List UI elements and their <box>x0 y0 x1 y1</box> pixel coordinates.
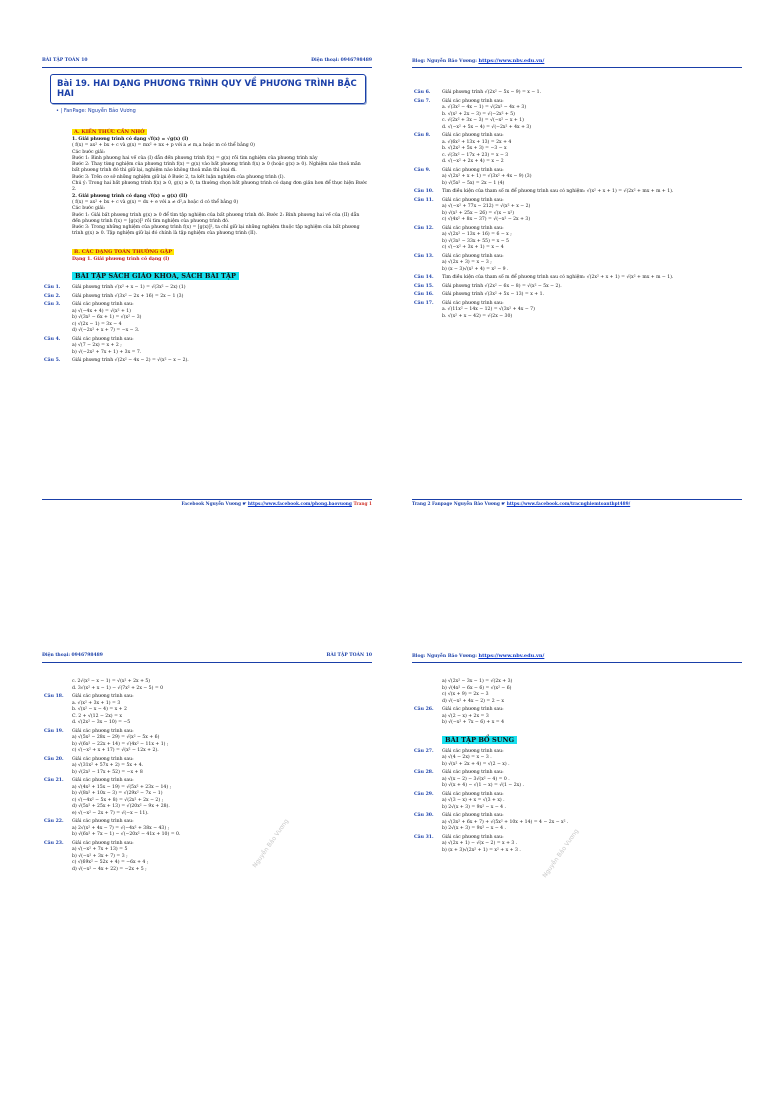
question-number: Câu 2. <box>44 293 61 299</box>
question-body <box>72 694 372 727</box>
question-part: b. √(x² − x − 4) = x + 2 <box>72 707 127 712</box>
question-part: a) √(5x² − 28x − 29) = √(x² − 5x + 6) <box>72 735 160 740</box>
question-prompt: Giải các phương trình sau: <box>72 694 134 699</box>
question-part: a) √(7 − 2x) = x + 2 ; <box>72 343 122 349</box>
question-number: Câu 3. <box>44 302 61 308</box>
question-body <box>442 749 742 769</box>
question-item <box>42 337 372 357</box>
page-number: Trang 1 <box>351 502 372 507</box>
question-part: a) √(−4x + 4) = √(x² + 1) <box>72 308 131 314</box>
page-header <box>412 650 742 663</box>
question-prompt: Giải các phương trình sau: <box>442 834 504 840</box>
question-number: Câu 19. <box>44 728 64 734</box>
question-number: Câu 15. <box>414 283 434 289</box>
question-prompt: Giải các phương trình sau: <box>72 756 134 762</box>
question-part: b) (x + 3)√(2x² + 1) = x² + x + 3 . <box>442 847 521 853</box>
question-item <box>412 275 742 282</box>
question-item <box>412 835 742 855</box>
question-item <box>412 189 742 196</box>
question-part: b. √(x² + x − 42) = √(2x − 30) <box>442 313 513 319</box>
question-list <box>42 694 372 873</box>
question-item <box>42 841 372 874</box>
page-4 <box>412 650 742 1110</box>
question-item <box>412 254 742 274</box>
question-part: b) √(2x² − 17x + 52) = −x + 8 <box>72 769 143 775</box>
question-item <box>412 198 742 224</box>
question-part: b) √(6x² − 22x + 14) = √(4x² − 11x + 1) ; <box>72 741 169 747</box>
question-part: a) √(2x² − 13x + 16) = 6 − x ; <box>442 232 512 238</box>
question-part: c) √(−x² + x + 17) = √(x² − 12x + 2). <box>72 748 159 753</box>
page-header <box>42 55 372 68</box>
question-item <box>42 778 372 817</box>
question-item <box>42 819 372 839</box>
question-item <box>412 226 742 252</box>
page-1 <box>42 55 372 515</box>
question-part: a) √(−x² + 7x + 13) = 5 <box>72 847 128 852</box>
question-body <box>72 302 372 335</box>
question-prompt: Giải các phương trình sau: <box>442 770 504 775</box>
question-part: a) √(3 − x) + x = √(3 + x) . <box>442 798 505 803</box>
question-item <box>42 285 372 292</box>
question-part: b) √(−2x² + 7x + 1) + 3x = 7. <box>72 349 142 355</box>
sub-item: c) √(x + 9) = 2x − 3 <box>442 692 489 697</box>
fanpage-line: • | FanPage: Nguyễn Bảo Vương <box>56 108 136 114</box>
question-item <box>412 133 742 166</box>
question-part: c) √(69x² − 52x + 4) = −6x + 4 ; <box>72 860 149 865</box>
theory-line: 1. Giải phương trình có dạng √f(x) = √g(x) (I) <box>72 137 189 142</box>
theory-line: ( f(x) = ax² + bx + c và g(x) = mx² + nx + p với a ≠ m,a hoặc m có thể bằng 0) <box>72 143 255 149</box>
watermark: Nguyễn Bảo Vương <box>541 827 581 880</box>
question-number: Câu 31. <box>414 834 434 840</box>
form-1-heading: Dạng 1. Giải phương trình có dạng (I) <box>72 256 170 262</box>
question-number: Câu 1. <box>44 285 61 291</box>
question-body <box>442 792 742 812</box>
question-prompt: Giải phương trình √(x² + x − 1) = √(3x² − 2x) (1) <box>72 285 186 291</box>
footer-label: Facebook Nguyễn Vương ☛ <box>181 502 248 507</box>
sub-item: b) √(4x² − 6x − 6) = √(x² − 6) <box>442 685 512 691</box>
question-prompt: Giải các phương trình sau: <box>72 302 134 308</box>
question-part: c. √(2x² + 3x − 3) = √(−x² − x + 1) <box>442 118 524 124</box>
question-item <box>412 792 742 812</box>
theory-line: Bước 3: Trên cơ sở những nghiệm giữ lại ở Bước 2, ta kết luận nghiệm của phương trình (I). <box>72 174 285 180</box>
question-part: a. √(3x² − 4x − 1) = √(2x² − 4x + 3) <box>442 105 527 111</box>
question-body <box>72 841 372 874</box>
continued-items <box>412 679 742 705</box>
sub-item: a) √(2x² − 3x − 1) = √(2x + 3) <box>442 679 513 684</box>
question-item <box>42 729 372 755</box>
question-prompt: Giải phương trình √(3x² + 5x − 13) = x + 1. <box>442 292 544 298</box>
question-number: Câu 29. <box>414 791 434 797</box>
question-body <box>442 99 742 132</box>
question-part: b) 2√(x + 3) = 9x² − x − 4 . <box>442 826 507 831</box>
question-prompt: Giải các phương trình sau: <box>442 813 504 818</box>
question-number: Câu 27. <box>414 748 434 754</box>
question-part: b) √(x + 4) − √(1 − x) = √(1 − 2x) . <box>442 783 524 788</box>
sub-item: d) √(−x² + 4x − 2) = 2 − x <box>442 698 505 704</box>
theory-text <box>72 137 368 238</box>
question-part: b) √(−x² + 3x + 7) = 3 ; <box>72 853 128 859</box>
question-part: d) √(−x² − 4x + 22) = −2x + 5 ; <box>72 866 147 872</box>
question-part: e) √(−x² − 2x + 7) = √(−x − 11). <box>72 810 149 816</box>
question-part: d. √(−x² + 5x − 4) = √(−2x² + 4x + 3) <box>442 124 532 130</box>
question-part: a) √(2x² + x + 1) = √(3x² + 4x − 9) (3) <box>442 174 532 180</box>
question-item <box>412 99 742 132</box>
question-body <box>72 294 372 301</box>
question-body <box>442 189 742 196</box>
theory-line: Các bước giải: <box>72 149 106 155</box>
sub-item: c. 2√(x² − x − 1) = √(x² + 2x + 5) <box>72 679 151 684</box>
question-part: b. √(2x² + 5x + 3) = −3 − x <box>442 146 507 152</box>
question-prompt: Giải phương trình √(3x² − 2x + 16) = 2x − 1 (3) <box>72 293 184 299</box>
question-body <box>72 729 372 755</box>
question-part: c) √(4x² + 8x − 37) = √(−x² − 2x + 3) <box>442 217 531 223</box>
question-prompt: Giải các phương trình sau: <box>442 225 504 231</box>
question-body <box>442 292 742 299</box>
question-part: a) √(4x² + 15x − 19) = √(5x² + 23x − 14) ; <box>72 784 172 790</box>
question-number: Câu 20. <box>44 756 64 762</box>
question-part: C. 2 + √(12 − 2x) = x <box>72 713 122 719</box>
question-number: Câu 4. <box>44 336 61 342</box>
question-number: Câu 23. <box>44 840 64 846</box>
question-prompt: Giải các phương trình sau: <box>72 336 134 342</box>
question-body <box>442 133 742 166</box>
question-prompt: Giải các phương trình sau: <box>442 748 504 754</box>
question-number: Câu 26. <box>414 707 434 712</box>
question-prompt: Giải các phương trình sau: <box>442 133 504 139</box>
question-item <box>42 302 372 335</box>
blog-link[interactable]: https://www.nbv.edu.vn/ <box>478 653 545 659</box>
question-item <box>412 292 742 299</box>
header-left <box>412 58 544 64</box>
question-prompt: Giải phương trình √(2x² − 4x − 2) = √(x² − x − 2). <box>72 358 189 364</box>
theory-line: Chú ý: Trong hai bất phương trình f(x) ≥ 0, g(x) ≥ 0, ta thường chọn bất phương trình có dạng đơn giản hơn để thực hiện Bước 2. <box>72 181 368 193</box>
question-body <box>442 254 742 274</box>
question-part: a) √(31x² + 57x + 2) = 5x + 4. <box>72 763 144 768</box>
question-part: b) √(x² + 25x − 26) = √(x − x²) <box>442 210 515 216</box>
question-body <box>72 337 372 357</box>
blog-label: Blog: Nguyễn Bảo Vương: <box>412 59 479 64</box>
theory-line: 2. Giải phương trình có dạng √f(x) = g(x) (II) <box>72 193 188 199</box>
footer-link[interactable]: https://www.facebook.com/phong.baovuong <box>247 502 352 507</box>
question-part: b) √(6x² + 7x − 1) − √(−20x² − 41x + 10) = 0. <box>72 832 181 837</box>
question-body <box>442 707 742 727</box>
question-part: a) √(3x² + 6x + 7) + √(5x² + 10x + 14) = 4 − 2x − x² . <box>442 819 569 825</box>
question-number: Câu 21. <box>44 778 64 783</box>
question-part: b) √(3x² − 6x + 1) = √(x² − 3) <box>72 315 142 321</box>
question-part: a) √(2 − x) + 2x = 3 <box>442 713 489 719</box>
page-header <box>42 650 372 663</box>
question-item <box>42 757 372 777</box>
question-part: b) √(3x² − 33x + 55) = x − 5 <box>442 238 509 244</box>
question-number: Câu 14. <box>414 275 434 281</box>
question-number: Câu 7. <box>414 98 431 104</box>
question-number: Câu 28. <box>414 770 434 775</box>
question-part: b. √(x² + 2x − 3) = √(−2x² + 5) <box>442 111 515 117</box>
question-part: b) √(8x² + 10x − 3) = √(29x² − 7x − 1) <box>72 791 163 796</box>
header-left: Điện thoại: 0946798489 <box>42 653 103 658</box>
question-list-supplementary <box>412 749 742 855</box>
question-part: d. √(−x² + 2x + 4) = x − 2 <box>442 159 504 165</box>
question-number: Câu 11. <box>414 197 434 203</box>
footer-label: Trang 2 Fanpage Nguyễn Bảo Vương ☛ <box>412 502 507 507</box>
question-item <box>42 694 372 727</box>
question-number: Câu 8. <box>414 133 431 139</box>
footer-link[interactable]: https://www.facebook.com/tracnghiemtoanthpt489/ <box>506 502 631 507</box>
question-number: Câu 10. <box>414 189 434 195</box>
sub-item: d. 3√(x² + x − 1) − √(7x² + 2x − 5) = 0 <box>72 685 164 691</box>
question-part: b) 2√(x + 3) = 9x² − x − 4 . <box>442 804 507 810</box>
question-prompt: Tìm điều kiện của tham số m để phương trình sau có nghiệm: √(x² + x + 1) = √(2x² + mx + m + 1). <box>442 189 674 195</box>
question-number: Câu 18. <box>44 694 64 699</box>
header-right: BÀI TẬP TOÁN 10 <box>326 653 372 658</box>
question-body <box>442 275 742 282</box>
question-part: a. √(11x² − 14x − 12) = √(3x² + 4x − 7) <box>442 307 535 313</box>
theory-line: Bước 3: Trong những nghiệm của phương trình f(x) = [g(x)]², ta chỉ giữ lại những nghiệm thuộc tập nghiệm của bất phương trình g(x) ≥ 0. Tập nghiệm giữ lại đó chính là tập nghiệm của phương trình (II). <box>72 225 360 237</box>
question-item <box>412 770 742 790</box>
question-prompt: Tìm điều kiện của tham số m để phương trình sau có nghiệm: √(2x² + x + 1) = √(x² + mx + m − 1). <box>442 275 674 281</box>
page-footer <box>42 499 372 507</box>
question-part: a) √(x − 2) − 3√(x² − 4) = 0 . <box>442 776 510 782</box>
page-footer <box>412 499 742 507</box>
question-part: a. √(x² + 3x + 1) = 3 <box>72 700 121 706</box>
theory-line: Bước 1: Bình phương hai vế của (I) dẫn đến phương trình f(x) = g(x) rồi tìm nghiệm của phương trình này <box>72 155 318 161</box>
question-body <box>72 778 372 817</box>
question-part: c) √(2x − 1) = 3x − 4 <box>72 321 122 327</box>
continued-items <box>42 679 372 692</box>
question-item <box>412 284 742 291</box>
theory-line: Bước 1: Giải bất phương trình g(x) ≥ 0 để tìm tập nghiệm của bất phương trình đó. Bước 2: Bình phương hai vế của (II) dẫn đến phương trình f(x) = [g(x)]² rồi tìm nghiệm của phương trình đó. <box>72 212 360 224</box>
question-item <box>42 358 372 365</box>
question-body <box>72 819 372 839</box>
question-body <box>442 226 742 252</box>
question-number: Câu 12. <box>414 225 434 231</box>
question-prompt: Giải các phương trình sau: <box>72 840 134 846</box>
question-part: d) √(−2x² + x + 7) = −x − 3. <box>72 328 140 334</box>
question-part: a) √(2x + 3) = x − 3 ; <box>442 260 492 266</box>
question-prompt: Giải các phương trình sau: <box>442 197 504 203</box>
blog-label: Blog: Nguyễn Bảo Vương: <box>412 654 479 659</box>
question-part: c. √(3x² − 17x + 23) = x − 3 <box>442 152 509 158</box>
question-number: Câu 17. <box>414 300 434 306</box>
question-item <box>412 168 742 188</box>
page-3 <box>42 650 372 1110</box>
question-prompt: Giải các phương trình sau: <box>72 728 134 734</box>
page-2 <box>412 55 742 515</box>
question-part: a) 2√(x² + 4x − 7) = √(−4x² + 38x − 43) ; <box>72 825 170 831</box>
question-item <box>412 90 742 97</box>
page-header <box>412 55 742 68</box>
watermark: Nguyễn Bảo Vương <box>251 817 291 870</box>
question-part: b) √(5x² − 5x) = 2x − 1 (4) <box>442 180 505 186</box>
question-body <box>442 168 742 188</box>
theory-line: ( f(x) = ax² + bx + c và g(x) = dx + e với a ≠ d²,a hoặc d có thể bằng 0) <box>72 199 239 205</box>
question-list <box>42 285 372 365</box>
question-part: b) (x − 3)√(x² + 4) = x² − 9 . <box>442 266 509 272</box>
question-body <box>72 757 372 777</box>
question-number: Câu 6. <box>414 90 431 95</box>
question-item <box>412 749 742 769</box>
question-body <box>442 198 742 224</box>
question-prompt: Giải các phương trình sau: <box>442 98 504 104</box>
question-prompt: Giải các phương trình sau: <box>442 707 504 712</box>
theory-line: Các bước giải: <box>72 206 106 212</box>
lesson-title-box <box>50 74 366 104</box>
question-number: Câu 13. <box>414 253 434 259</box>
question-part: a) √(−x² + 77x − 212) = √(x² + x − 2) <box>442 204 531 210</box>
header-left <box>412 653 544 659</box>
question-part: c) √(−4x² − 5x + 8) = √(2x² + 2x − 2) ; <box>72 797 164 803</box>
question-prompt: Giải các phương trình sau: <box>72 778 134 783</box>
question-body <box>442 813 742 833</box>
question-body <box>442 835 742 855</box>
section-a-heading: A. KIẾN THỨC CẦN NHỚ <box>74 129 145 135</box>
question-prompt: Giải phương trình √(2x² − 5x − 9) = x − 1. <box>442 90 542 95</box>
question-part: d. √(2x² − 3x − 10) = −5 <box>72 720 131 725</box>
question-list <box>412 90 742 320</box>
question-body <box>442 301 742 321</box>
question-number: Câu 30. <box>414 813 434 818</box>
textbook-exercises-heading: BÀI TẬP SÁCH GIÁO KHOA, SÁCH BÀI TẬP <box>72 272 239 280</box>
question-part: b) √(x² + 2x + 4) = √(2 − x) . <box>442 761 510 767</box>
question-item <box>42 294 372 301</box>
question-body <box>442 90 742 97</box>
question-number: Câu 22. <box>44 819 64 824</box>
question-body <box>72 285 372 292</box>
question-prompt: Giải các phương trình sau: <box>442 253 504 259</box>
supplementary-exercises-heading: BÀI TẬP BỔ SUNG <box>442 736 517 744</box>
question-body <box>72 358 372 365</box>
question-prompt: Giải các phương trình sau: <box>72 819 134 824</box>
question-body <box>442 770 742 790</box>
question-item <box>412 707 742 727</box>
question-part: a) √(2x + 1) − √(x − 2) = x + 3 . <box>442 841 518 846</box>
question-number: Câu 9. <box>414 167 431 173</box>
question-part: d) √(5x² + 25x + 13) = √(20x² − 9x + 28). <box>72 804 170 809</box>
lesson-title: Bài 19. HAI DẠNG PHƯƠNG TRÌNH QUY VỀ PHƯƠNG TRÌNH BẬC HAI <box>57 79 357 99</box>
question-prompt: Giải các phương trình sau: <box>442 167 504 173</box>
question-body <box>442 284 742 291</box>
question-prompt: Giải phương trình √(2x² − 6x − 8) = √(x² − 5x − 2). <box>442 283 562 289</box>
question-number: Câu 5. <box>44 358 61 364</box>
blog-link[interactable]: https://www.nbv.edu.vn/ <box>478 58 545 64</box>
question-list <box>412 707 742 727</box>
question-prompt: Giải các phương trình sau: <box>442 791 504 797</box>
question-item <box>412 301 742 321</box>
question-part: a) √(4 − 2x) = x − 3 . <box>442 755 492 760</box>
question-part: a. √(6x² + 13x + 13) = 2x + 4 <box>442 139 512 145</box>
question-part: b) √(−x² + 7x − 6) + x = 4 <box>442 720 505 725</box>
question-prompt: Giải các phương trình sau: <box>442 300 504 306</box>
section-b-heading: B. CÁC DẠNG TOÁN THƯỜNG GẶP <box>74 248 173 255</box>
question-number: Câu 16. <box>414 292 434 298</box>
theory-line: Bước 2: Thay từng nghiệm của phương trình f(x) = g(x) vào bất phương trình f(x) ≥ 0 (hoặc g(x) ≥ 0). Nghiệm nào thoả mãn bất phương trình đó thì giữ lại, nghiệm nào không thoả mãn thì loại đi. <box>72 162 361 174</box>
header-right: Điện thoại: 0946798489 <box>311 58 372 63</box>
question-part: c) √(−x² + 3x + 1) = x − 4 <box>442 245 504 251</box>
header-left: BÀI TẬP TOÁN 10 <box>42 58 88 63</box>
